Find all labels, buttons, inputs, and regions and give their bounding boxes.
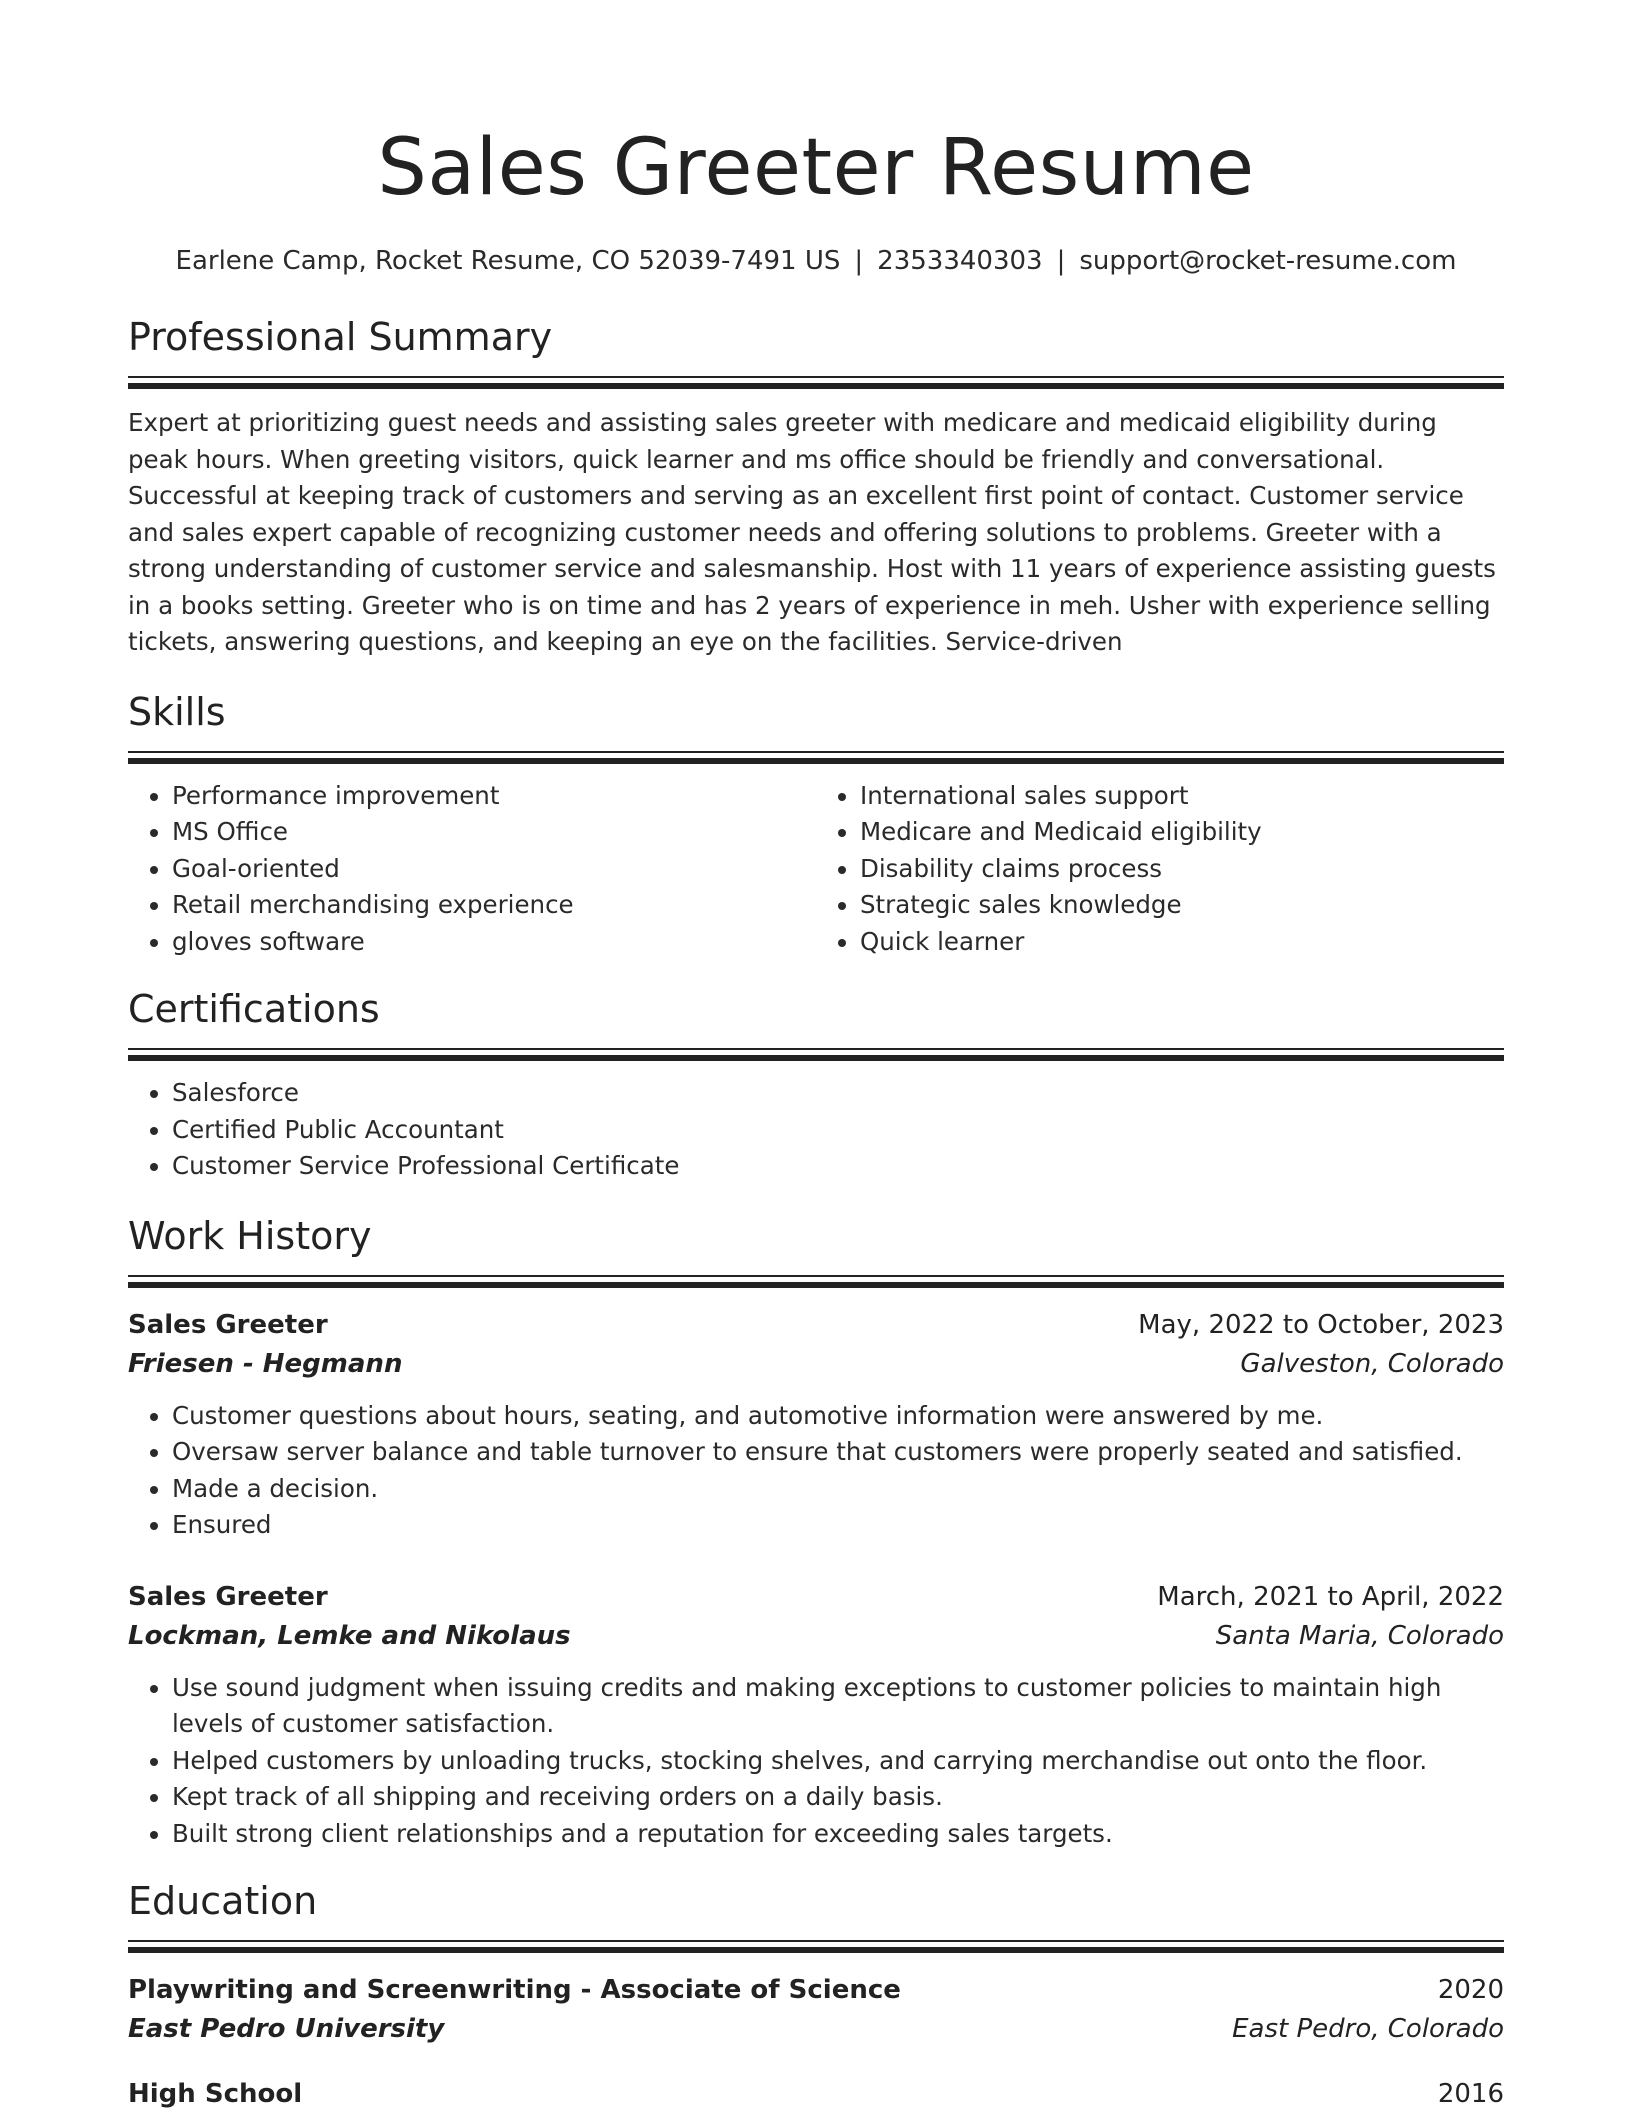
education-degree: High School (128, 2079, 303, 2109)
contact-address: Earlene Camp, Rocket Resume, CO 52039-7491 US (175, 246, 841, 276)
resume-title: Sales Greeter Resume (377, 123, 1255, 213)
education-section (128, 1876, 1504, 2114)
list-item: • Kept track of all shipping and receiving orders on a daily basis. (172, 1779, 1504, 1816)
education-school: East Pedro University (128, 2014, 445, 2044)
education-subheader (128, 2010, 1504, 2049)
job-entry (128, 1306, 1504, 1544)
work-section (128, 1211, 1504, 1853)
list-item: • Customer questions about hours, seating, and automotive information were answered by me. (172, 1398, 1504, 1435)
section-heading: Work History (128, 1213, 372, 1258)
list-item: • Use sound judgment when issuing credits and making exceptions to customer policies to maintain high levels of customer satisfaction. (172, 1670, 1504, 1743)
contact-phone: 2353340303 (877, 246, 1043, 276)
section-heading: Certifications (128, 987, 380, 1031)
section-divider (128, 376, 1504, 389)
skills-list-right (816, 778, 1504, 961)
list-item: • Medicare and Medicaid eligibility (860, 814, 1504, 851)
list-item: • Ensured (172, 1507, 1504, 1544)
job-company: Lockman, Lemke and Nikolaus (128, 1620, 571, 1651)
list-item: • Disability claims process (860, 851, 1504, 888)
list-item: • Helped customers by unloading trucks, stocking shelves, and carrying merchandise out onto the floor. (172, 1743, 1504, 1780)
list-item: • International sales support (860, 778, 1504, 815)
job-company: Friesen - Hegmann (128, 1348, 403, 1379)
list-item: • Made a decision. (172, 1471, 1504, 1508)
job-title: Sales Greeter (128, 1581, 328, 1612)
job-header (128, 1306, 1504, 1345)
section-heading: Education (128, 1879, 318, 1923)
summary-section (128, 312, 1504, 661)
contact-separator: | (854, 246, 864, 276)
section-divider (128, 1048, 1504, 1061)
education-header (128, 1971, 1504, 2010)
section-divider (128, 1940, 1504, 1953)
job-dates: May, 2022 to October, 2023 (1138, 1309, 1504, 1340)
list-item: • Certified Public Accountant (172, 1112, 1504, 1149)
job-subheader (128, 1345, 1504, 1384)
summary-text: Expert at prioritizing guest needs and assisting sales greeter with medicare and medicaid eligibility during peak hours. When greeting visitors, quick learner and ms office should be friendly and conversational. Successful at keeping track of customers and serving as an excellent first point of contact. Customer service and sales expert capable of recognizing customer needs and offering solutions to problems. Greeter with a strong understanding of customer service and salesmanship. Host with 11 years of experience assisting guests in a books setting. Greeter who is on time and has 2 years of experience in meh. Usher with experience selling tickets, answering questions, and keeping an eye on the facilities. Service-driven (128, 408, 1496, 656)
job-bullets (128, 1398, 1504, 1544)
list-item: • MS Office (172, 814, 816, 851)
list-item: • Retail merchandising experience (172, 887, 816, 924)
section-heading: Professional Summary (128, 315, 553, 359)
job-location: Santa Maria, Colorado (1215, 1620, 1504, 1651)
skills-grid (128, 764, 1504, 961)
list-item: • Built strong client relationships and a reputation for exceeding sales targets. (172, 1816, 1504, 1853)
contact-line (128, 244, 1504, 278)
certifications-section (128, 984, 1504, 1185)
job-title: Sales Greeter (128, 1309, 328, 1340)
list-item: • Oversaw server balance and table turnover to ensure that customers were properly seated and satisfied. (172, 1434, 1504, 1471)
section-heading: Skills (128, 689, 226, 734)
section-divider (128, 751, 1504, 764)
job-dates: March, 2021 to April, 2022 (1157, 1581, 1504, 1612)
job-header (128, 1578, 1504, 1617)
list-item: • Performance improvement (172, 778, 816, 815)
list-item: • Strategic sales knowledge (860, 887, 1504, 924)
education-entry (128, 2075, 1504, 2114)
job-entry (128, 1578, 1504, 1853)
list-item: • Goal-oriented (172, 851, 816, 888)
list-item: • gloves software (172, 924, 816, 961)
list-item: • Customer Service Professional Certificate (172, 1148, 1504, 1185)
education-header (128, 2075, 1504, 2114)
certifications-list (128, 1075, 1504, 1185)
contact-email[interactable]: support@rocket-resume.com (1079, 246, 1457, 276)
job-subheader (128, 1617, 1504, 1656)
education-entry (128, 1971, 1504, 2049)
list-item: • Quick learner (860, 924, 1504, 961)
job-location: Galveston, Colorado (1240, 1348, 1504, 1379)
education-degree: Playwriting and Screenwriting - Associate of Science (128, 1975, 901, 2005)
skills-section (128, 687, 1504, 961)
skills-list-left (128, 778, 816, 961)
contact-separator: | (1056, 246, 1066, 276)
list-item: • Salesforce (172, 1075, 1504, 1112)
section-divider (128, 1275, 1504, 1288)
education-year: 2016 (1437, 2079, 1504, 2109)
education-location: East Pedro, Colorado (1232, 2014, 1504, 2044)
education-year: 2020 (1437, 1975, 1504, 2005)
job-bullets (128, 1670, 1504, 1853)
